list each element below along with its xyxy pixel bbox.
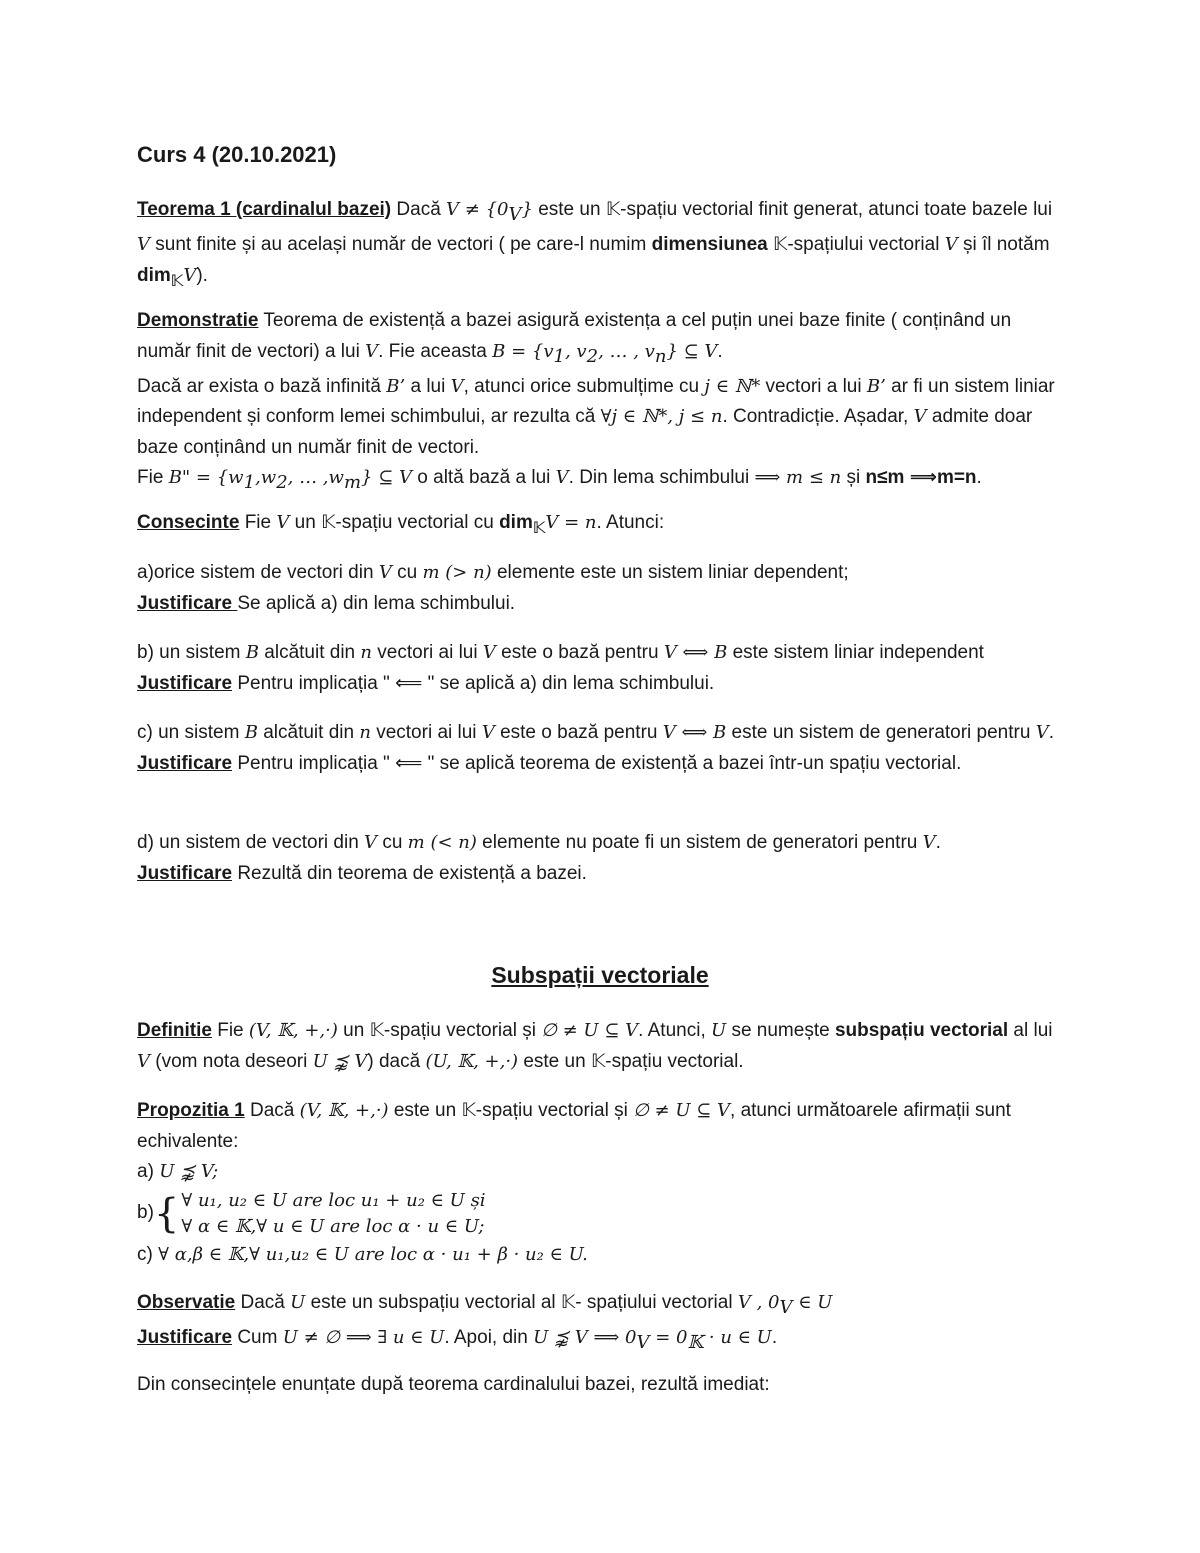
- proof: Demonstratie Teorema de existență a bazei asigură existența a cel puțin unei baze finite ( conținând un număr finit de vectori) a lui V. Fie aceasta $B = \{v_1$, $v_2$, … , $v_n$} ⊆ V. Dacă ar exista o bază infinită B’ a lui V, atunci orice submulțime cu j ∈ ℕ* vectori a lui B’ ar fi un sistem liniar independent și conform lemei schimbului, ar rezulta că ∀j ∈ ℕ*, j ≤ n. Contradicție. Așadar, V admite doar baze conținând un număr finit de vectori. Fie B" = {$w_1,w_2$, … $,w_m$} ⊆ V o altă bază a lui V. Din lema schimbului ⟹ m ≤ n și n≤m ⟹m=n.: [137, 310, 1055, 494]
- justification-label: Justificare: [137, 1327, 233, 1349]
- theorem-label: Teorema 1 (cardinalul bazei): [137, 199, 392, 220]
- section-title: Subspații vectoriale: [491, 962, 709, 988]
- justification-label: Justificare: [137, 672, 233, 694]
- proposition-label: Propozitia 1: [137, 1100, 245, 1121]
- page-title: Curs 4 (20.10.2021): [137, 142, 337, 167]
- justification-label: Justificare: [137, 752, 233, 774]
- observation: Observatie Dacă U este un subspațiu vectorial al 𝕂- spațiului vectorial V , $0_V$ ∈ U Justificare Cum U ≠ ∅ ⟹ ∃ u ∈ U. Apoi, din U ⪹ V ⟹ $0_V = 0_𝕂 \cdot u$ ∈ U.: [137, 1292, 833, 1354]
- closing-text: Din consecințele enunțate după teorema cardinalului bazei, rezultă imediat:: [137, 1374, 770, 1395]
- definition: Definitie Fie (V, 𝕂, +,·) un 𝕂-spațiu vectorial și ∅ ≠ U ⊆ V. Atunci, U se numește subspațiu vectorial al lui V (vom nota deseori U ⪹ V) dacă (U, 𝕂, +,·) este un 𝕂-spațiu vectorial.: [137, 1020, 1053, 1072]
- definition-label: Definitie: [137, 1020, 212, 1041]
- proposition-1: Propozitia 1 Dacă (V, 𝕂, +,·) este un 𝕂-spațiu vectorial și ∅ ≠ U ⊆ V, atunci următoarele afirmații sunt echivalente: a) U ⪹ V; b) { ∀ u₁, u₂ ∈ U are loc u₁ + u₂ ∈ U și ∀ α ∈ 𝕂,∀ u ∈ U are loc α · u ∈ U; c) ∀ α,β ∈ 𝕂,∀ u₁,u₂ ∈ U are loc α · u₁ + β · u₂ ∈ U.: [137, 1100, 1011, 1265]
- system-b: b) { ∀ u₁, u₂ ∈ U are loc u₁ + u₂ ∈ U și ∀ α ∈ 𝕂,∀ u ∈ U are loc α · u ∈ U;: [137, 1189, 486, 1237]
- consequence-c: c) un sistem B alcătuit din n vectori ai lui V este o bază pentru V ⟺ B este un sistem de generatori pentru V. Justificare Pentru implicația " ⟸ " se aplică teorema de existență a bazei într-un spațiu vectorial.: [137, 722, 1054, 774]
- consequences-label: Consecinte: [137, 512, 240, 533]
- consequence-b: b) un sistem B alcătuit din n vectori ai lui V este o bază pentru V ⟺ B este sistem liniar independent Justificare Pentru implicația " ⟸ " se aplică a) din lema schimbului.: [137, 642, 984, 694]
- consequences: Consecinte Fie V un 𝕂-spațiu vectorial cu dim$_𝕂$V = n. Atunci:: [137, 512, 665, 537]
- justification-label: Justificare: [137, 592, 238, 614]
- consequence-a: a)orice sistem de vectori din V cu m (> n) elemente este un sistem liniar dependent; Justificare Se aplică a) din lema schimbului.: [137, 562, 849, 614]
- observation-label: Observatie: [137, 1292, 236, 1313]
- proof-label: Demonstratie: [137, 310, 259, 331]
- justification-label: Justificare: [137, 862, 233, 884]
- theorem-1: Teorema 1 (cardinalul bazei) Dacă $V \ne \{0_V\}$ este un 𝕂-spațiu vectorial finit generat, atunci toate bazele lui V sunt finite și au același număr de vectori ( pe care-l numim dimensiunea 𝕂-spațiului vectorial V și îl notăm dim$_𝕂$V).: [137, 199, 1053, 290]
- consequence-d: d) un sistem de vectori din V cu m (< n) elemente nu poate fi un sistem de generatori pentru V. Justificare Rezultă din teorema de existență a bazei.: [137, 832, 941, 884]
